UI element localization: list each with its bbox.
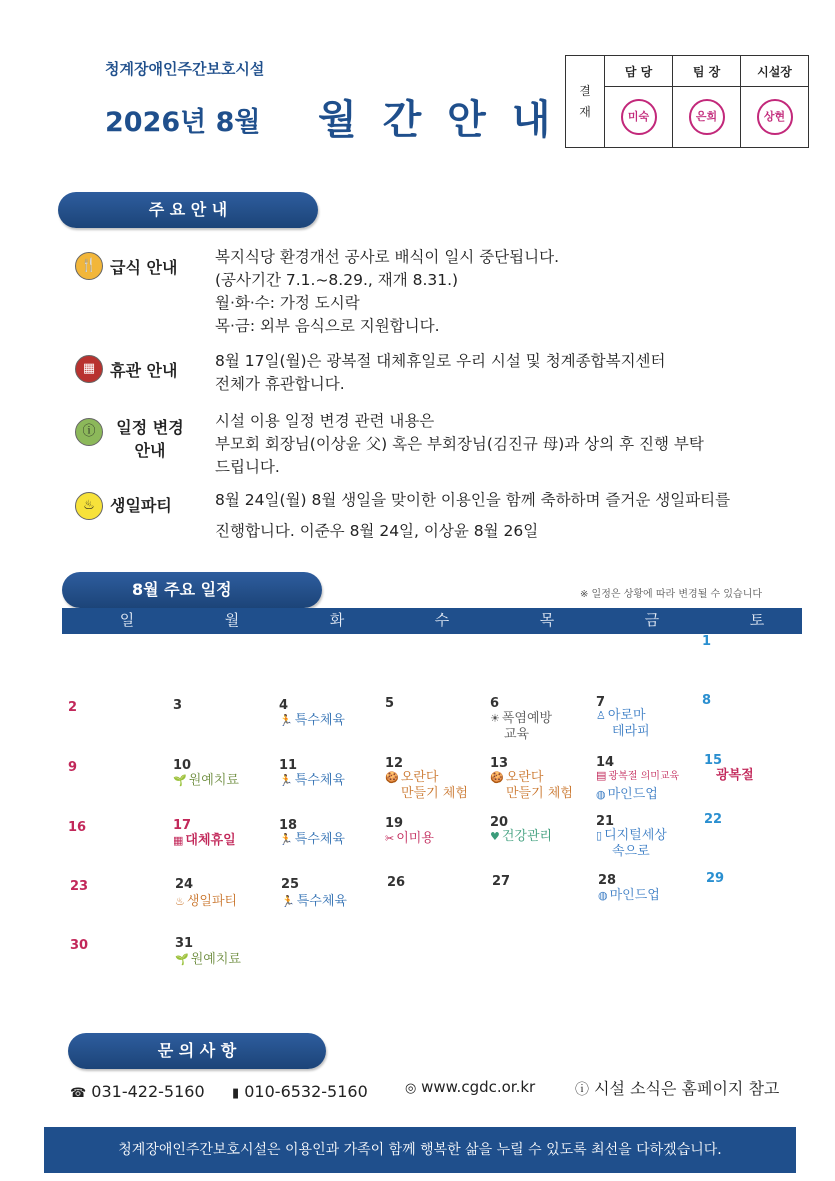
event-substitute-holiday: ▦ 대체휴일 [173,833,236,848]
event-sports: 🏃 특수체육 [279,832,345,847]
calendar-weekday-header [62,608,802,634]
calendar-day: 26 [387,875,406,890]
event-oranda: 🍪 오란다 만들기 체험 [385,770,468,801]
calendar-day: 11 [279,758,298,773]
calendar-day: 14 [596,755,615,770]
sprout-icon: 🌱 [173,774,187,787]
calendar-day: 31 [175,936,194,951]
org-name: 청계장애인주간보호시설 [105,60,265,78]
contact-phone[interactable]: ☎ 031-422-5160 [70,1082,205,1101]
cookie-icon: 🍪 [490,771,504,784]
runner-icon: 🏃 [279,714,293,727]
event-birthday: ♨ 생일파티 [175,894,238,909]
calendar-day: 29 [706,871,725,886]
event-haircut: ✂ 이미용 [385,831,434,846]
brain-icon: ◍ [596,788,606,801]
calendar-day: 8 [702,693,712,708]
runner-icon: 🏃 [279,833,293,846]
contact-website[interactable]: ◎ www.cgdc.or.kr [405,1078,536,1096]
calendar-day: 2 [68,700,78,715]
cake-icon: ♨ [175,895,185,908]
event-liberation-edu: ▤ 광복절 의미교육 [596,769,680,782]
calendar-day: 18 [279,818,298,833]
scissors-icon: ✂ [385,832,395,845]
weekday-label: 일 [119,611,135,629]
calendar-day: 1 [702,634,712,649]
calendar-day: 7 [596,695,606,710]
sprout-icon: 🌱 [175,953,189,966]
notice-text: 8월 24일(월) 8월 생일을 맞이한 이용인을 함께 축하하며 즐거운 생일파티를 진행합니다. 이준우 8월 24일, 이상윤 8월 26일 [215,491,731,540]
calendar-day: 28 [598,873,617,888]
sun-icon: ☀ [490,712,500,725]
calendar-day: 12 [385,756,404,771]
mobile-icon: ▮ [232,1086,240,1101]
bottle-icon: ♙ [596,709,606,722]
approval-role: 팀 장 [673,56,741,87]
notice-section-title: 주 요 안 내 [58,192,318,228]
cookie-icon: 🍪 [385,771,399,784]
year-month: 2026년 8월 [105,107,261,138]
calendar-day: 21 [596,814,615,829]
calendar-day: 15 [704,753,723,768]
calendar-day: 27 [492,874,511,889]
weekday-label: 월 [224,611,240,629]
calendar-day: 9 [68,760,78,775]
approval-role: 담 당 [605,56,673,87]
event-sports: 🏃 특수체육 [279,773,345,788]
approval-table [565,55,809,148]
contact-info: ⓘ 시설 소식은 홈페이지 참고 [575,1079,780,1098]
calendar-day: 6 [490,696,500,711]
calendar-day: 5 [385,696,395,711]
weekday-label: 토 [749,611,765,629]
approval-side-label: 결 재 [566,56,605,148]
event-sports: 🏃 특수체육 [279,713,345,728]
book-icon: ▤ [596,769,607,782]
contact-mobile[interactable]: ▮ 010-6532-5160 [232,1082,368,1101]
approval-stamp: 은희 [689,99,725,135]
notice-text: 8월 17일(월)은 광복절 대체휴일로 우리 시설 및 청계종합복지센터 전체가 휴관합니다. [215,352,666,393]
contact-section-title: 문 의 사 항 [68,1033,326,1069]
calendar-day: 3 [173,698,183,713]
brain-icon: ◍ [598,889,608,902]
calendar-day: 20 [490,815,509,830]
approval-role: 시설장 [741,56,809,87]
calendar-day: 30 [70,938,89,953]
weekday-label: 수 [434,611,450,629]
weekday-label: 화 [329,611,345,629]
event-mindup: ◍ 마인드업 [598,888,660,903]
event-sports: 🏃 특수체육 [281,894,347,909]
runner-icon: 🏃 [279,774,293,787]
calendar-day: 24 [175,877,194,892]
calendar-day: 4 [279,698,289,713]
calendar-icon: ▦ [173,834,184,847]
calendar-day: 23 [70,879,89,894]
page-title: 월 간 안 내 [318,97,557,143]
event-horticulture: 🌱 원예치료 [173,773,239,788]
schedule-note: ※ 일정은 상황에 따라 변경될 수 있습니다 [580,589,763,600]
notice-text: 복지식당 환경개선 공사로 배식이 일시 중단됩니다. (공사기간 7.1.~8.29., 재개 8.31.) 월·화·수: 가정 도시락 목·금: 외부 음식으로 지원합니다. [215,248,559,335]
calendar-day: 25 [281,877,300,892]
calendar-day: 19 [385,816,404,831]
utensils-icon: 🍴 [75,252,103,280]
event-heatwave: ☀ 폭염예방 교육 [490,711,553,742]
event-digital: ▯ 디지털세상 속으로 [596,828,667,859]
notice-label: 급식 안내 [110,258,178,277]
event-health: ♥ 건강관리 [490,829,553,844]
calendar-day: 16 [68,820,87,835]
calendar-day: 10 [173,758,192,773]
event-horticulture: 🌱 원예치료 [175,952,241,967]
notice-label: 일정 변경 안내 [116,418,184,460]
event-holiday: 광복절 [716,768,754,783]
event-mindup: ◍ 마인드업 [596,787,658,802]
info-icon: ⓘ [75,418,103,446]
notice-text: 시설 이용 일정 변경 관련 내용은 부모회 회장님(이상윤 父) 혹은 부회장님(김진규 母)과 상의 후 진행 부탁 드립니다. [215,412,704,476]
notice-label: 생일파티 [110,496,172,515]
cake-icon: ♨ [75,492,103,520]
phone-icon: ☎ [70,1086,87,1101]
event-oranda: 🍪 오란다 만들기 체험 [490,770,573,801]
calendar-icon: ▦ [75,355,103,383]
calendar-day: 13 [490,756,509,771]
footer-banner: 청계장애인주간보호시설은 이용인과 가족이 함께 행복한 삶을 누릴 수 있도록 최선을 다하겠습니다. [44,1127,796,1173]
notice-label: 휴관 안내 [110,361,178,380]
calendar-day: 17 [173,818,192,833]
approval-stamp: 상현 [757,99,793,135]
globe-icon: ◎ [405,1081,417,1096]
event-aroma: ♙ 아로마 테라피 [596,708,650,739]
weekday-label: 목 [539,611,555,629]
schedule-section-title: 8월 주요 일정 [62,572,322,608]
approval-stamp: 미숙 [621,99,657,135]
weekday-label: 금 [644,611,660,629]
runner-icon: 🏃 [281,895,295,908]
tablet-icon: ▯ [596,829,603,842]
heart-icon: ♥ [490,830,500,843]
info-icon: ⓘ [575,1082,589,1098]
calendar-day: 22 [704,812,723,827]
